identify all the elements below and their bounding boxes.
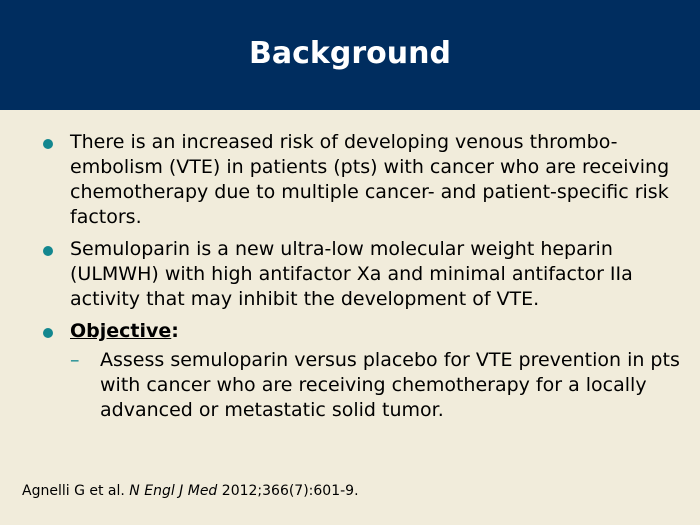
objective-label: Objective <box>70 320 172 342</box>
bullet-text: There is an increased risk of developing venous thrombo-embolism (VTE) in patients (pts) with cancer who are receiving chemotherapy due to multiple cancer- and patient-specific risk factors. <box>70 131 670 228</box>
citation-journal: N Engl J Med <box>129 483 218 499</box>
slide-title: Background <box>249 36 451 71</box>
objective-heading <box>70 319 680 344</box>
bullet-vte-risk <box>40 130 680 230</box>
bullet-list <box>40 130 680 430</box>
objective-sublist <box>70 348 680 423</box>
bullet-dot-icon <box>43 328 53 338</box>
bullet-semuloparin <box>40 237 680 312</box>
bullet-text: Semuloparin is a new ultra-low molecular weight heparin (ULMWH) with high antifactor Xa and minimal antifactor IIa activity that may inhibit the development of VTE. <box>70 238 633 310</box>
bullet-dot-icon <box>43 246 53 256</box>
bullet-dot-icon <box>43 139 53 149</box>
title-bar <box>0 0 700 110</box>
citation-details: 2012;366(7):601-9. <box>221 483 359 499</box>
subbullet-objective-text <box>70 348 680 423</box>
citation <box>22 482 359 500</box>
citation-authors: Agnelli G et al. <box>22 483 125 499</box>
dash-marker-icon: – <box>70 349 80 371</box>
subbullet-text: Assess semuloparin versus placebo for VTE prevention in pts with cancer who are receiving chemotherapy for a locally advanced or metastatic solid tumor. <box>100 349 680 421</box>
objective-colon: : <box>171 320 179 342</box>
bullet-objective <box>40 319 680 423</box>
